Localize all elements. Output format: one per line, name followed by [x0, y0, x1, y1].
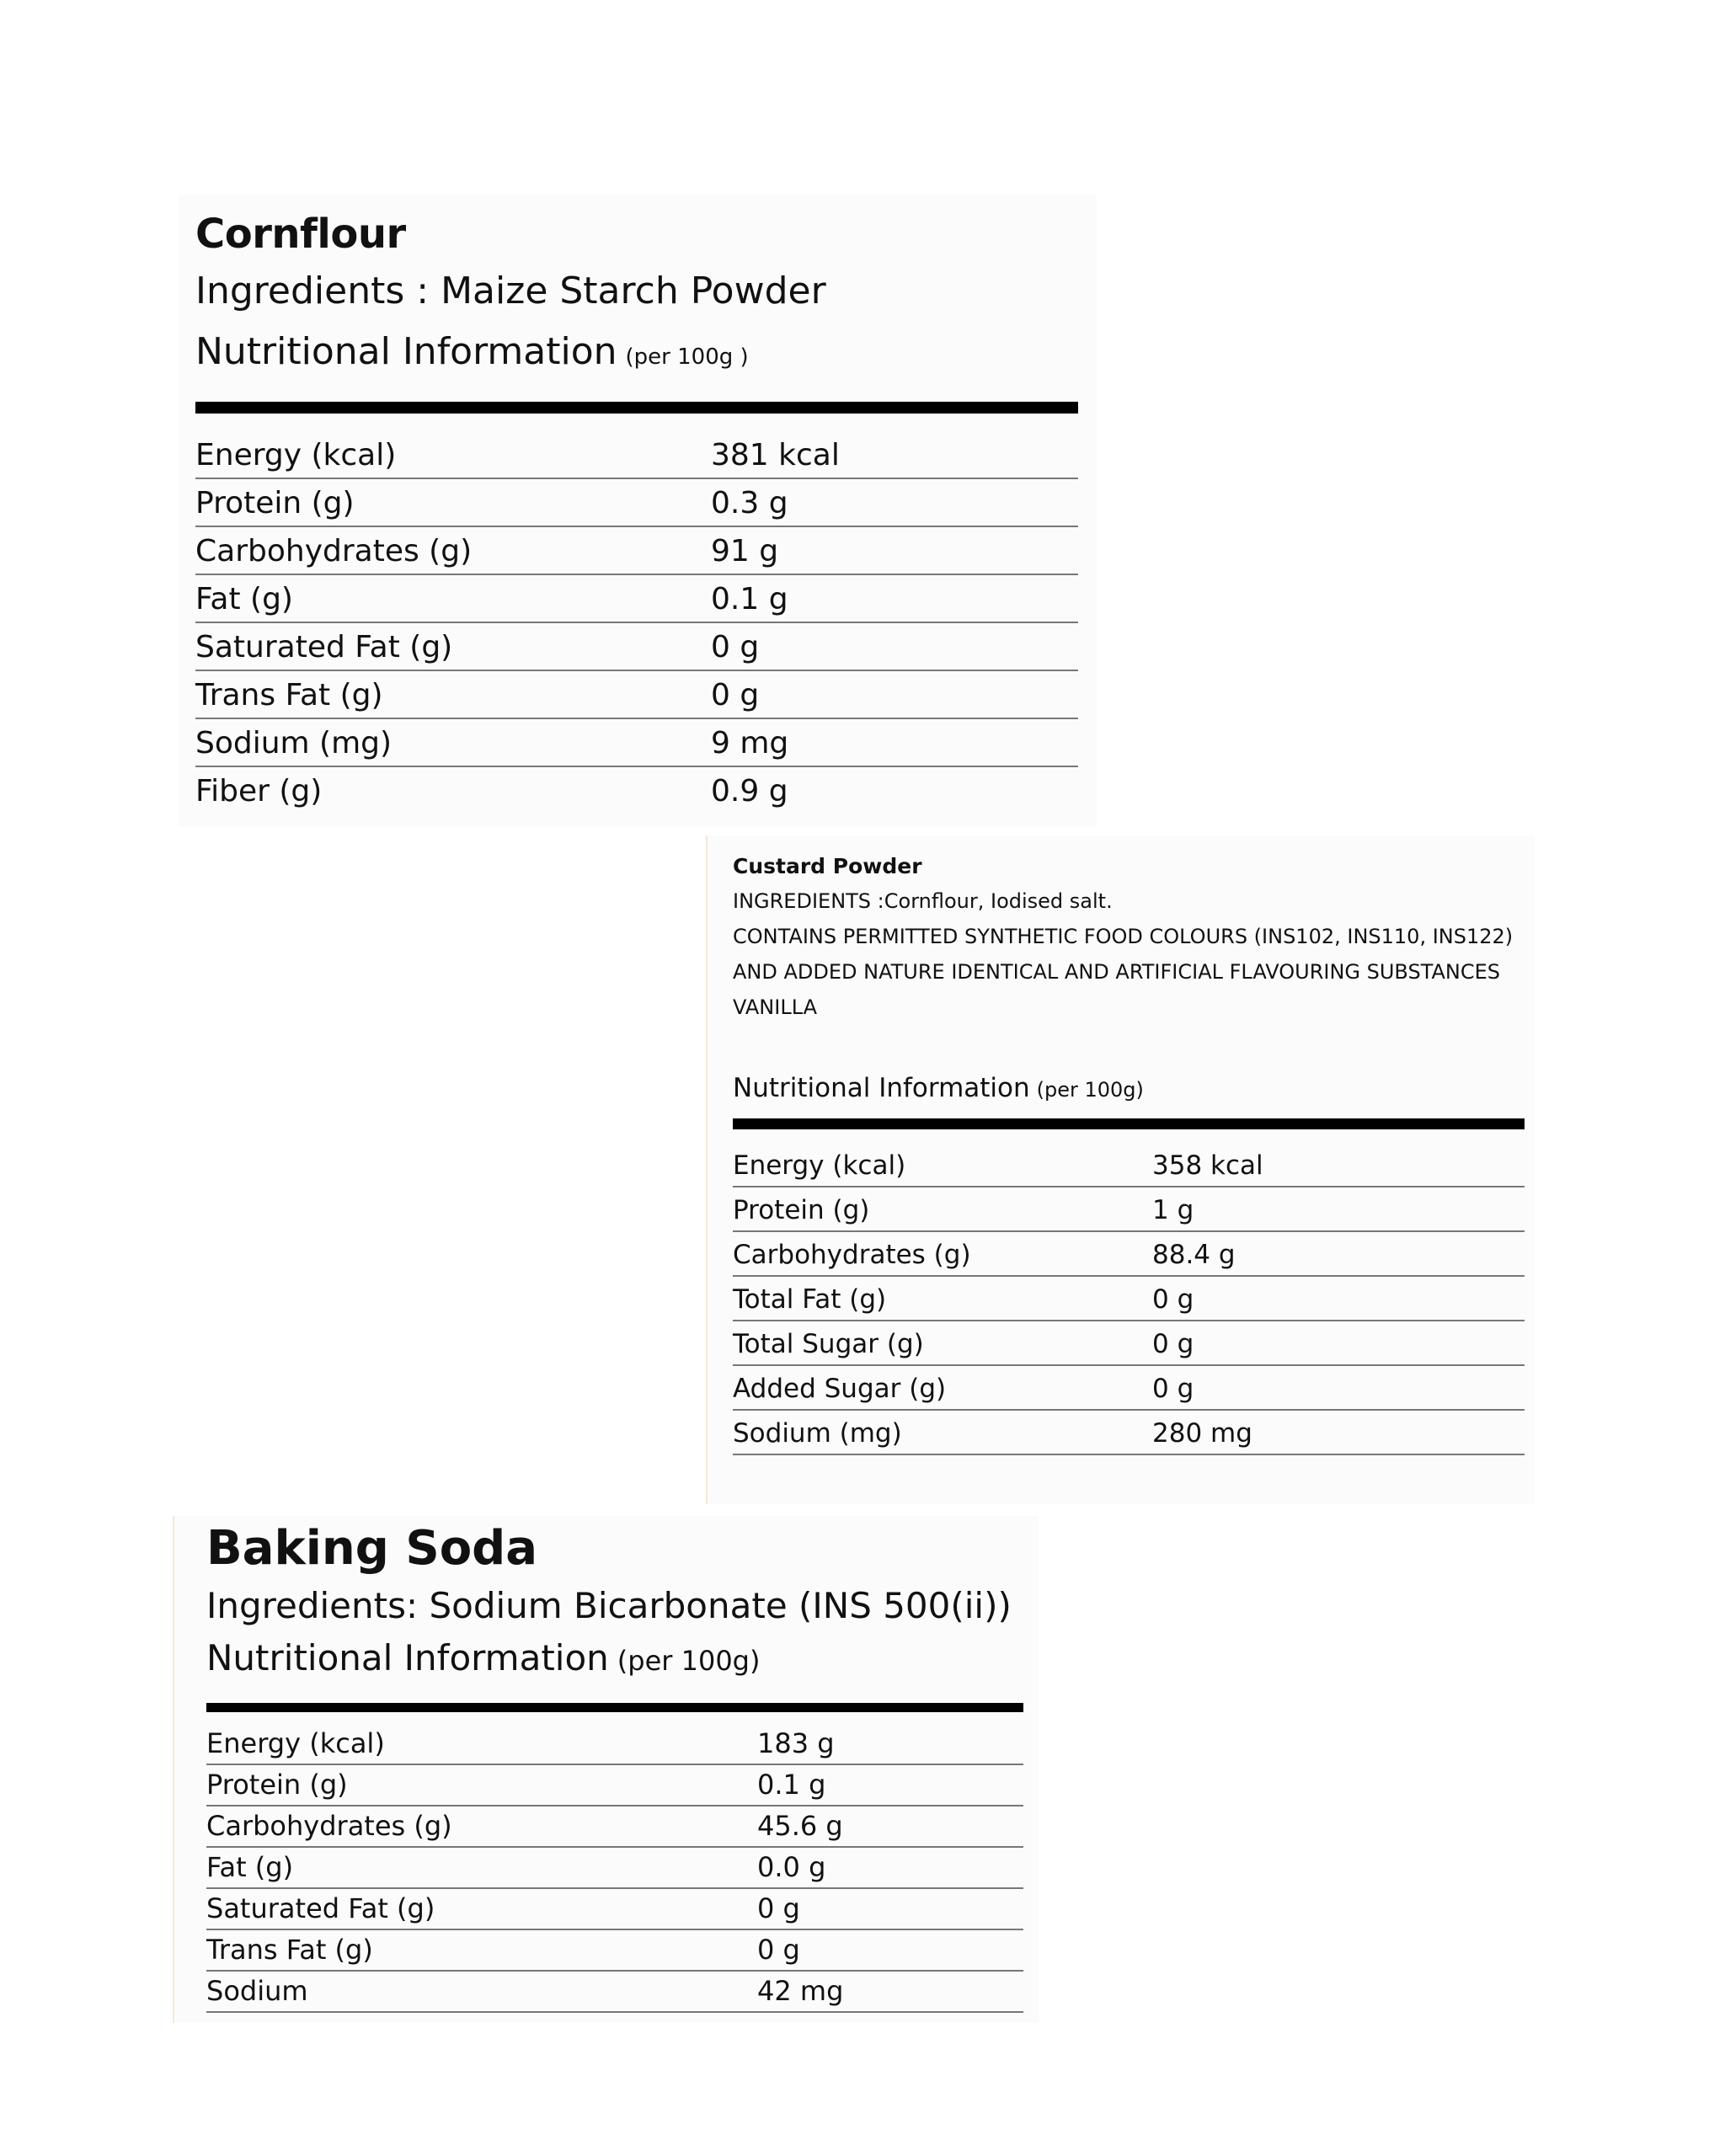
nutrient-label: Fat (g): [195, 582, 293, 616]
table-row: [733, 1187, 1525, 1232]
nutrition-divider-bar: [206, 1703, 1023, 1712]
nutrient-label: Sodium (mg): [733, 1418, 902, 1449]
nutrition-heading-text: Nutritional Information: [195, 330, 617, 373]
table-row: [733, 1366, 1525, 1411]
nutrient-value: 0 g: [1152, 1374, 1194, 1404]
nutrient-label: Saturated Fat (g): [195, 630, 453, 664]
baking-soda-ingredients: Ingredients: Sodium Bicarbonate (INS 500(ii)): [206, 1585, 1012, 1626]
cornflour-label: [179, 195, 1097, 827]
custard-ingredients-line: VANILLA: [733, 995, 818, 1019]
custard-ingredients-line: CONTAINS PERMITTED SYNTHETIC FOOD COLOURS (INS102, INS110, INS122): [733, 925, 1514, 948]
table-row: [195, 767, 1078, 814]
table-row: [206, 1724, 1023, 1765]
table-row: [733, 1277, 1525, 1321]
nutrient-label: Trans Fat (g): [195, 678, 383, 712]
table-row: [206, 1889, 1023, 1930]
nutrient-label: Total Sugar (g): [733, 1329, 924, 1359]
table-row: [733, 1143, 1525, 1187]
nutrient-value: 0.0 g: [757, 1851, 826, 1883]
nutrient-value: 0.3 g: [711, 486, 788, 520]
custard-nutrition-table: [733, 1143, 1525, 1455]
nutrient-value: 1 g: [1152, 1195, 1194, 1225]
custard-ingredients-line: AND ADDED NATURE IDENTICAL AND ARTIFICIAL FLAVOURING SUBSTANCES: [733, 960, 1501, 984]
nutrient-value: 0.1 g: [757, 1769, 826, 1801]
nutrient-value: 45.6 g: [757, 1810, 843, 1842]
nutrient-label: Energy (kcal): [733, 1150, 906, 1181]
nutrient-value: 358 kcal: [1152, 1150, 1263, 1181]
table-row: [195, 527, 1078, 575]
nutrient-label: Carbohydrates (g): [195, 534, 473, 568]
table-row: [195, 575, 1078, 623]
table-row: [206, 1930, 1023, 1972]
nutrient-value: 0 g: [1152, 1329, 1194, 1359]
nutrition-heading-text: Nutritional Information: [733, 1073, 1030, 1103]
nutrient-label: Sodium (mg): [195, 726, 393, 760]
table-row: [195, 671, 1078, 719]
nutrient-label: Sodium: [206, 1975, 308, 2007]
cornflour-nutrition-heading: [195, 330, 749, 373]
nutrient-label: Total Fat (g): [733, 1284, 887, 1315]
nutrient-label: Carbohydrates (g): [206, 1810, 452, 1842]
nutrient-value: 280 mg: [1152, 1418, 1252, 1449]
nutrient-value: 0.1 g: [711, 582, 788, 616]
nutrient-value: 0 g: [757, 1934, 800, 1966]
nutrient-label: Protein (g): [206, 1769, 348, 1801]
baking-soda-label: [173, 1516, 1039, 2023]
table-row: [195, 431, 1078, 479]
nutrient-value: 42 mg: [757, 1975, 844, 2007]
custard-title: Custard Powder: [733, 854, 922, 878]
cornflour-ingredients: Ingredients : Maize Starch Powder: [195, 270, 826, 312]
baking-soda-title: Baking Soda: [206, 1521, 538, 1576]
nutrient-value: 9 mg: [711, 726, 789, 760]
nutrient-value: 381 kcal: [711, 438, 840, 472]
nutrient-value: 0 g: [711, 678, 760, 712]
nutrition-divider-bar: [733, 1118, 1525, 1129]
nutrient-label: Fiber (g): [195, 774, 323, 808]
nutrient-label: Added Sugar (g): [733, 1374, 947, 1404]
table-row: [206, 1848, 1023, 1889]
table-row: [733, 1232, 1525, 1277]
nutrient-value: 183 g: [757, 1727, 835, 1759]
table-row: [206, 1972, 1023, 2013]
nutrient-value: 0.9 g: [711, 774, 788, 808]
cornflour-title: Cornflour: [195, 211, 406, 258]
nutrient-label: Trans Fat (g): [206, 1934, 373, 1966]
nutrient-label: Saturated Fat (g): [206, 1892, 435, 1924]
nutrient-label: Energy (kcal): [195, 438, 397, 472]
nutrition-basis: (per 100g): [1036, 1078, 1144, 1102]
nutrient-value: 0 g: [1152, 1284, 1194, 1315]
baking-soda-nutrition-heading: [206, 1637, 760, 1678]
nutrient-label: Carbohydrates (g): [733, 1240, 971, 1270]
table-row: [195, 719, 1078, 767]
cornflour-nutrition-table: [195, 431, 1078, 814]
nutrient-label: Protein (g): [733, 1195, 870, 1225]
table-row: [733, 1321, 1525, 1366]
table-row: [206, 1765, 1023, 1806]
nutrition-basis: (per 100g): [617, 1645, 761, 1677]
table-row: [206, 1806, 1023, 1848]
nutrient-label: Protein (g): [195, 486, 355, 520]
table-row: [733, 1411, 1525, 1455]
nutrient-label: Fat (g): [206, 1851, 294, 1883]
nutrient-value: 0 g: [711, 630, 760, 664]
nutrient-value: 91 g: [711, 534, 779, 568]
nutrition-heading-text: Nutritional Information: [206, 1637, 609, 1678]
nutrient-value: 88.4 g: [1152, 1240, 1236, 1270]
table-row: [195, 479, 1078, 527]
nutrient-label: Energy (kcal): [206, 1727, 385, 1759]
custard-ingredients-line: INGREDIENTS :Cornflour, Iodised salt.: [733, 889, 1113, 913]
custard-nutrition-heading: [733, 1073, 1144, 1103]
baking-soda-nutrition-table: [206, 1724, 1023, 2013]
nutrient-value: 0 g: [757, 1892, 800, 1924]
nutrition-basis: (per 100g ): [625, 344, 749, 370]
custard-powder-label: [706, 835, 1535, 1504]
nutrition-divider-bar: [195, 402, 1078, 414]
table-row: [195, 623, 1078, 671]
